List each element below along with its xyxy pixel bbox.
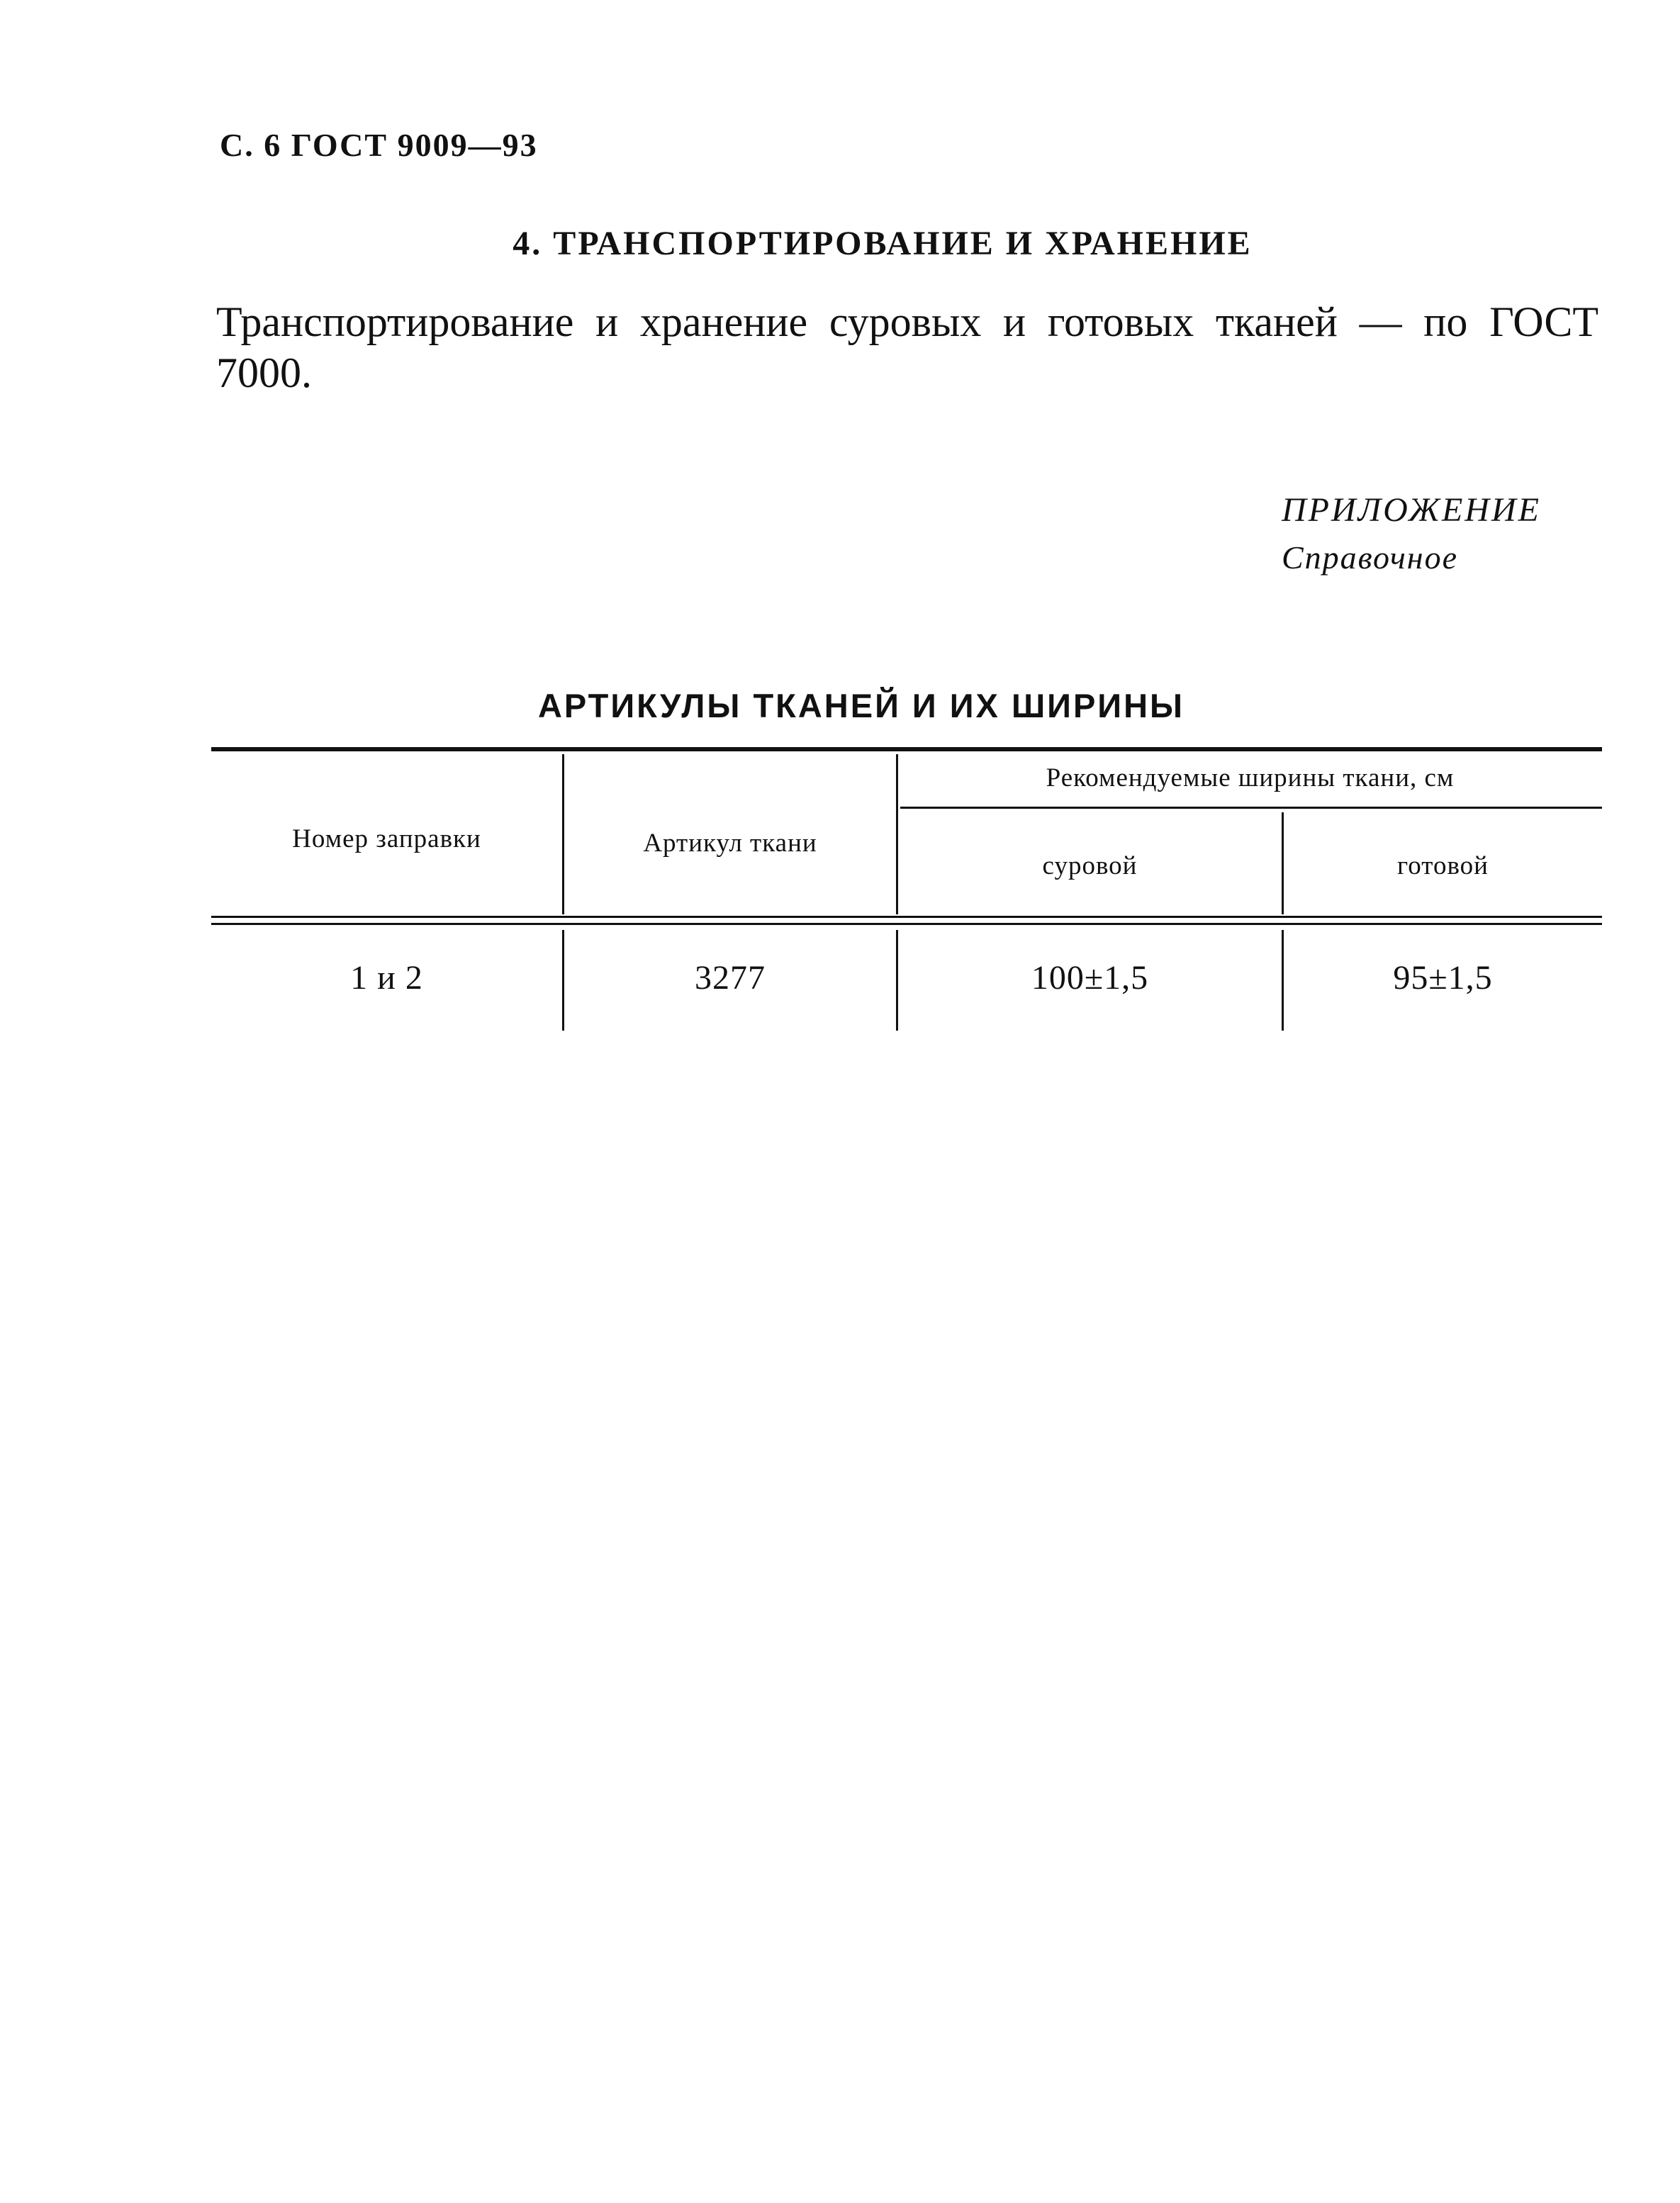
header-number: Номер заправки <box>292 824 481 853</box>
header-recommended-widths: Рекомендуемые ширины ткани, см <box>1046 763 1455 792</box>
table-top-rule <box>211 747 1602 751</box>
table-header-rule-1 <box>211 916 1602 918</box>
table-header-rule-2 <box>211 923 1602 925</box>
section-body-text: Транспортирование и хранение суровых и готовых тканей — по ГОСТ 7000. <box>216 298 1598 396</box>
header-raw: суровой <box>1042 851 1138 880</box>
cell-raw-width: 100±1,5 <box>1031 959 1149 997</box>
page-header: С. 6 ГОСТ 9009—93 <box>220 127 538 163</box>
table-divider-1-row <box>562 930 564 1031</box>
table-divider-3 <box>1282 812 1284 914</box>
appendix-label: ПРИЛОЖЕНИЕ <box>1282 491 1541 529</box>
cell-finished-width: 95±1,5 <box>1393 959 1493 997</box>
cell-article: 3277 <box>695 959 766 997</box>
table-divider-2 <box>896 754 898 914</box>
table-divider-1 <box>562 754 564 914</box>
appendix-type: Справочное <box>1282 539 1459 576</box>
header-finished: готовой <box>1397 851 1489 880</box>
header-article: Артикул ткани <box>643 829 817 858</box>
cell-number: 1 и 2 <box>350 959 423 997</box>
table-divider-3-row <box>1282 930 1284 1031</box>
table-title: АРТИКУЛЫ ТКАНЕЙ И ИХ ШИРИНЫ <box>537 687 1185 724</box>
table-divider-2-row <box>896 930 898 1031</box>
section-heading: 4. ТРАНСПОРТИРОВАНИЕ И ХРАНЕНИЕ <box>513 225 1253 262</box>
table-group-rule <box>900 807 1602 809</box>
